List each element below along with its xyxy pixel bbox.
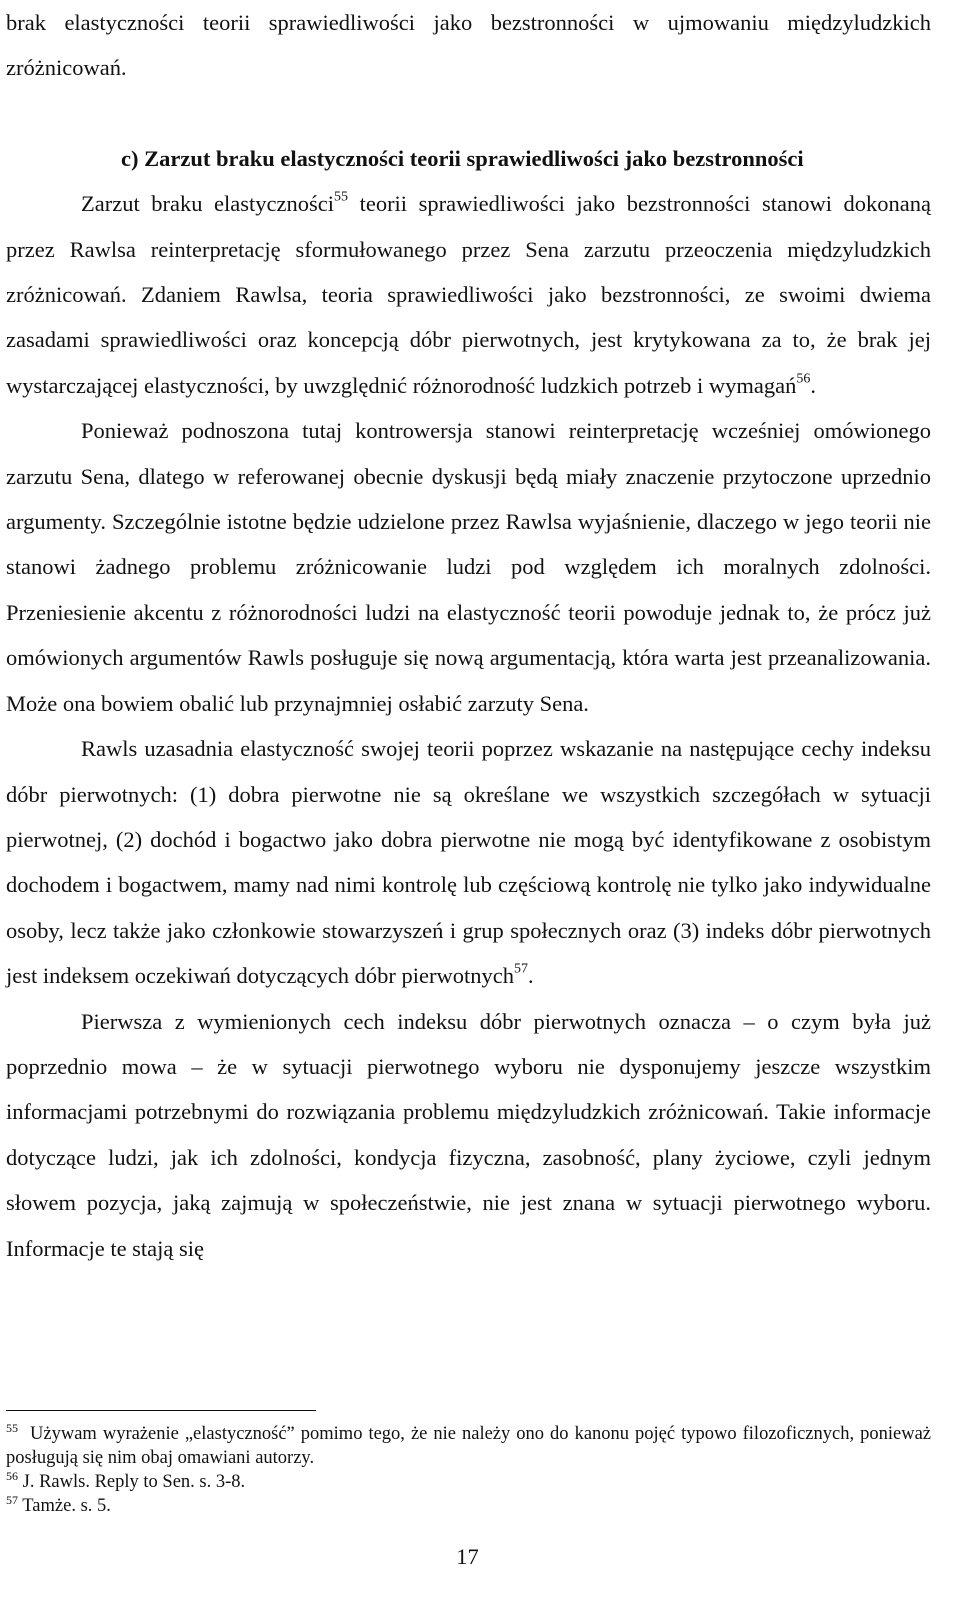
paragraph-1-text-a: Zarzut braku elastyczności [81,191,335,217]
footnote-number: 56 [6,1468,18,1483]
paragraph-3 [6,726,931,998]
footnote-56 [6,1470,931,1494]
section-heading: c) Zarzut braku elastyczności teorii sprawiedliwości jako bezstronności [121,145,804,171]
footnote-57 [6,1494,931,1518]
footnote-ref-55[interactable]: 55 [334,189,349,205]
footnote-number: 57 [6,1492,18,1507]
footnote-text: Tamże. s. 5. [22,1496,111,1516]
paragraph-4: Pierwsza z wymienionych cech indeksu dóbr pierwotnych oznacza – o czym była już poprzednio mowa – że w sytuacji pierwotnego wyboru nie dysponujemy jeszcze wszystkim informacjami potrzebnymi do rozwiązania problemu międzyludzkich zróżnicowań. Takie informacje dotyczące ludzi, jak ich zdolności, kondycja fizyczna, zasobność, plany życiowe, czyli jednym słowem pozycja, jaką zajmują w społeczeństwie, nie jest znana w sytuacji pierwotnego wyboru. Informacje te stają się [6,1008,931,1261]
paragraph-3-text-b: . [527,963,534,989]
blank-line [6,91,931,136]
footnote-ref-57[interactable]: 57 [513,961,528,977]
page-number: 17 [456,1544,479,1569]
footnote-text: J. Rawls. Reply to Sen. s. 3-8. [22,1472,246,1492]
footnote-ref-56[interactable]: 56 [796,371,811,387]
footnotes [6,1422,931,1518]
footnote-separator [6,1410,316,1411]
paragraph-1-text-b: teorii sprawiedliwości jako bezstronności stanowi dokonaną przez Rawlsa reinterpretację sformułowanego przez Sena zarzutu przeoczenia międzyludzkich zróżnicowań. Zdaniem Rawlsa, teoria sprawiedliwości jako bezstronności, ze swoimi dwiema zasadami sprawiedliwości oraz koncepcją dóbr pierwotnych, jest krytykowana za to, że brak jej wystarczającej elastyczności, by uwzględnić różnorodność ludzkich potrzeb i wymagań [6,191,932,398]
footnote-number: 55 [6,1420,18,1435]
footnote-text: Używam wyrażenie „elastyczność” pomimo tego, że nie należy ono do kanonu pojęć typowo filozoficznych, ponieważ posługują się nim obaj omawiani autorzy. [6,1424,931,1468]
footnote-55 [6,1422,931,1470]
paragraph-3-text-a: Rawls uzasadnia elastyczność swojej teorii poprzez wskazanie na następujące cechy indeksu dóbr pierwotnych: (1) dobra pierwotne nie są określane we wszystkich szczegółach w sytuacji pierwotnej, (2) dochód i bogactwo jako dobra pierwotne nie mogą być identyfikowane z osobistym dochodem i bogactwem, mamy nad nimi kontrolę lub częściową kontrolę nie tylko jako indywidualne osoby, lecz także jako członkowie stowarzyszeń i grup społecznych oraz (3) indeks dóbr pierwotnych jest indeksem oczekiwań dotyczących dóbr pierwotnych [6,736,931,989]
page-body [6,0,931,1271]
paragraph-2: Ponieważ podnoszona tutaj kontrowersja stanowi reinterpretację wcześniej omówionego zarzutu Sena, dlatego w referowanej obecnie dyskusji będą miały znaczenie przytoczone uprzednio argumenty. Szczególnie istotne będzie udzielone przez Rawlsa wyjaśnienie, dlaczego w jego teorii nie stanowi żadnego problemu zróżnicowanie ludzi pod względem ich moralnych zdolności. Przeniesienie akcentu z różnorodności ludzi na elastyczność teorii powoduje jednak to, że prócz już omówionych argumentów Rawls posługuje się nową argumentacją, która warta jest przeanalizowania. Może ona bowiem obalić lub przynajmniej osłabić zarzuty Sena. [6,418,931,716]
paragraph-1-text-c: . [810,372,816,398]
paragraph-1 [6,181,931,408]
intro-paragraph: brak elastyczności teorii sprawiedliwości jako bezstronności w ujmowaniu międzyludzkich zróżnicowań. [6,10,931,81]
